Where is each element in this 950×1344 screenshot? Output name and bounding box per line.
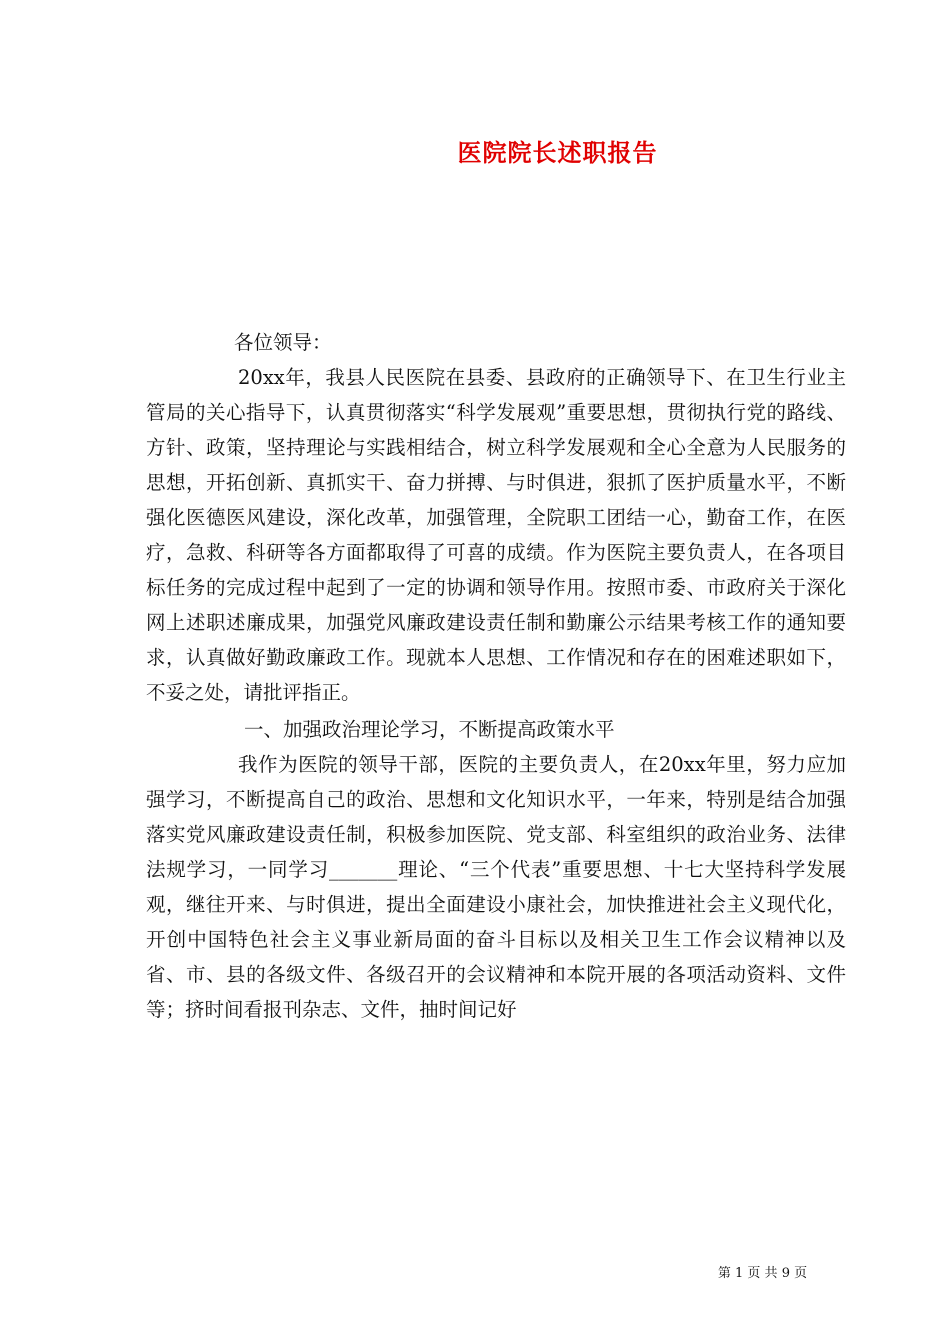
document-body: [146, 325, 846, 1027]
salutation: 各位领导：: [234, 331, 332, 354]
paragraph-intro: 20xx年，我县人民医院在县委、县政府的正确领导下、在卫生行业主管局的关心指导下，认真贯彻落实“科学发展观”重要思想，贯彻执行党的路线、方针、政策，坚持理论与实践相结合，树立科学发展观和全心全意为人民服务的思想，开拓创新、真抓实干、奋力拼搏、与时俱进，狠抓了医护质量水平，不断强化医德医风建设，深化改革，加强管理，全院职工团结一心，勤奋工作，在医疗，急救、科研等各方面都取得了可喜的成绩。作为医院主要负责人，在各项目标任务的完成过程中起到了一定的协调和领导作用。按照市委、市政府关于深化网上述职述廉成果，加强党风廉政建设责任制和勤廉公示结果考核工作的通知要求，认真做好勤政廉政工作。现就本人思想、工作情况和存在的困难述职如下，不妥之处，请批评指正。: [146, 366, 846, 704]
paragraph-section-1: 我作为医院的领导干部，医院的主要负责人，在20xx年里，努力应加强学习，不断提高自己的政治、思想和文化知识水平，一年来，特别是结合加强落实党风廉政建设责任制，积极参加医院、党支部、科室组织的政治业务、法律法规学习，一同学习_______理论、“三个代表”重要思想、十七大坚持科学发展观，继往开来、与时俱进，提出全面建设小康社会，加快推进社会主义现代化，开创中国特色社会主义事业新局面的奋斗目标以及相关卫生工作会议精神以及省、市、县的各级文件、各级召开的会议精神和本院开展的各项活动资料、文件等；挤时间看报刊杂志、文件，抽时间记好: [146, 753, 846, 1021]
document-title: 医院院长述职报告: [457, 138, 658, 167]
section-heading-1: 一、加强政治理论学习，不断提高政策水平: [244, 718, 615, 741]
page-number-footer: 第 1 页 共 9 页: [717, 1266, 808, 1281]
